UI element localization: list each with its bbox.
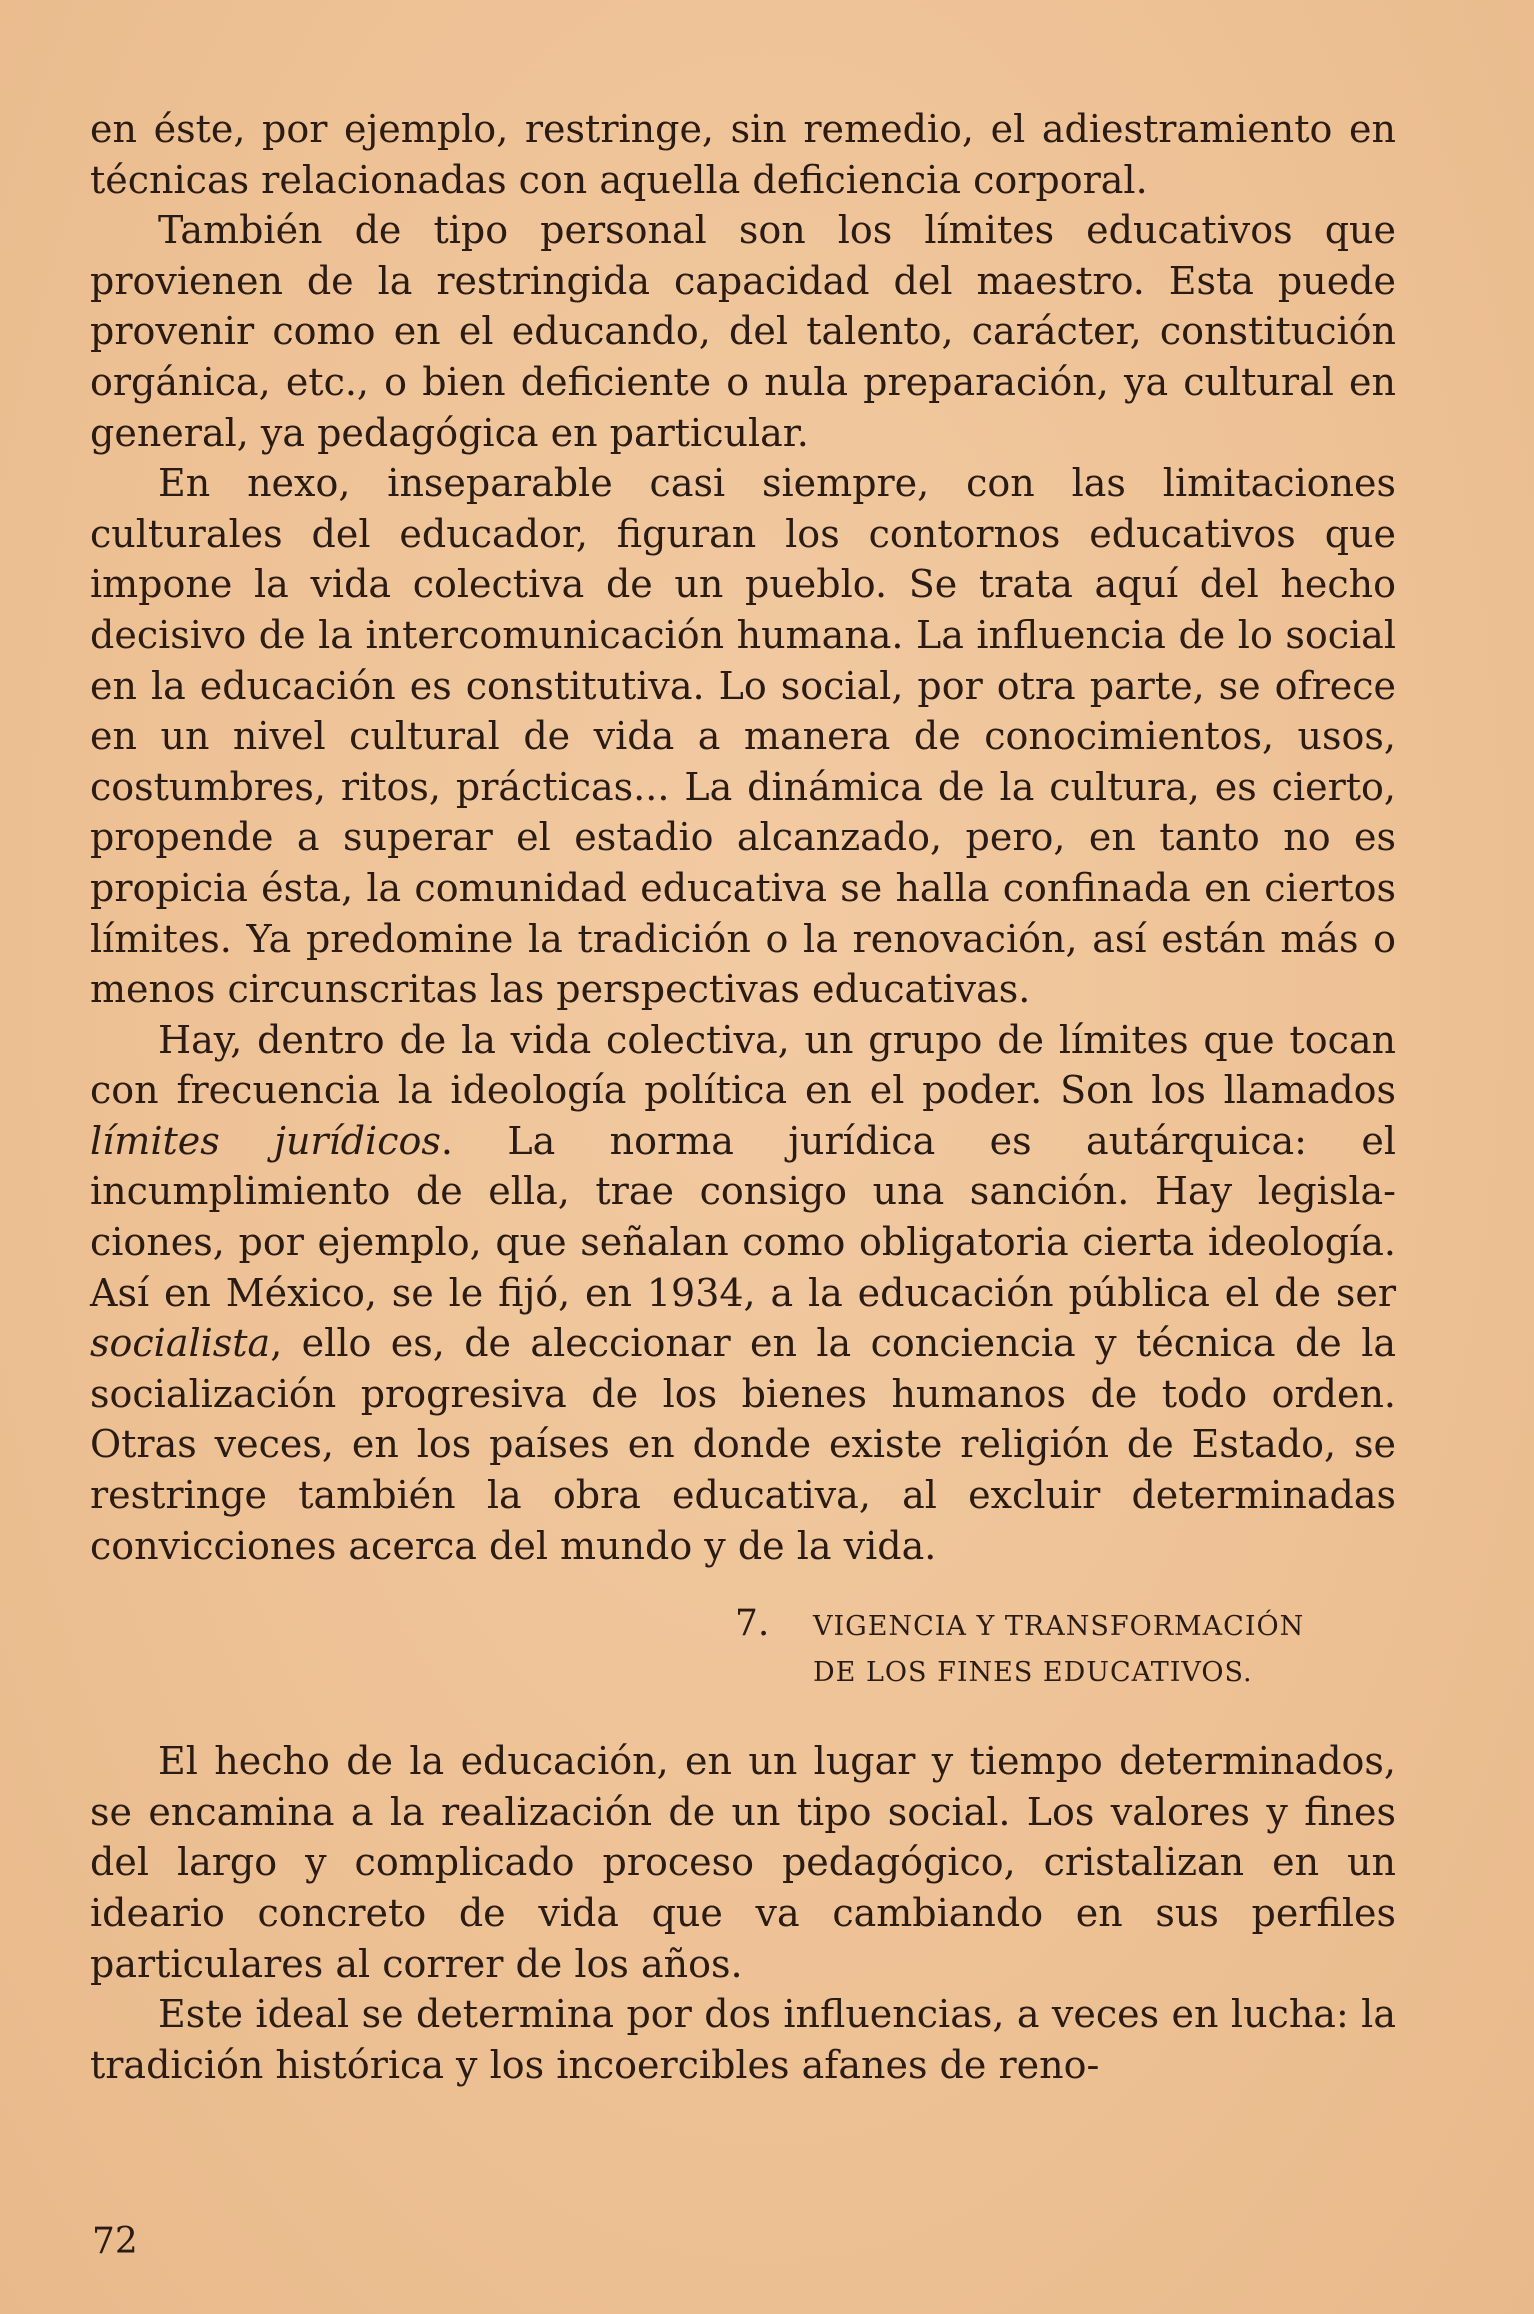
page-body [90,104,1396,2090]
section-title-line-2: DE LOS FINES EDUCATIVOS. [813,1657,1253,1689]
paragraph-1: en éste, por ejemplo, restringe, sin remedio, el adiestramiento en técnicas relacionadas con aquella deficiencia corporal. [90,107,1396,202]
italic-term-socialista: socialista [90,1321,271,1366]
paragraph-6: Este ideal se determina por dos influencias, a veces en lucha: la tradición histórica y los incoercibles afanes de reno- [90,1992,1396,2087]
section-title-line-1: VIGENCIA Y TRANSFORMACIÓN [813,1611,1305,1643]
paragraph-3: En nexo, inseparable casi siempre, con las limitaciones culturales del educador, figuran los contornos educativos que impone la vida colectiva de un pueblo. Se trata aquí del hecho decisivo de la intercomunicación humana. La influencia de lo social en la educación es constitutiva. Lo social, por otra parte, se ofrece en un nivel cultural de vida a manera de conocimientos, usos, costumbres, ritos, prácticas... La dinámica de la cultura, es cierto, propende a superar el estadio alcanzado, pero, en tanto no es propicia ésta, la comunidad educativa se halla confinada en ciertos límites. Ya predomine la tradición o la renovación, así están más o menos circunscritas las perspectivas educativas. [90,461,1396,1012]
section-number: 7. [735,1603,770,1645]
paragraph-4-text-c: , ello es, de aleccionar en la conciencia y técnica de la socialización progresiva de los bienes humanos de todo orden. Otras veces, en los países en donde existe religión de Estado, se restringe también la obra educativa, al excluir determinadas convicciones acerca del mundo y de la vida. [90,1321,1396,1568]
page-number: 72 [92,2221,138,2262]
paragraph-2: También de tipo personal son los límites educativos que provienen de la restringida capacidad del maestro. Esta puede provenir como en el educando, del talento, carácter, constitución orgánica, etc., o bien deficiente o nula preparación, ya cultural en general, ya pedagógica en particular. [90,208,1396,455]
paragraph-4-text-b: . La norma jurídica es autárquica: el incumplimiento de ella, trae consigo una sanción. Hay legislaciones, por ejemplo, que señalan como obligatoria cierta ideología. Así en México, se le fijó, en 1934, a la educación pública el de ser [90,1118,1396,1315]
paragraph-4-text-a: Hay, dentro de la vida colectiva, un grupo de límites que tocan con frecuencia la ideología política en el poder. Son los llamados [90,1017,1396,1113]
paragraph-4 [90,1015,1396,1572]
paragraph-5: El hecho de la educación, en un lugar y tiempo determinados, se encamina a la realización de un tipo social. Los valores y fines del largo y complicado proceso pedagógico, cristalizan en un ideario concreto de vida que va cambiando en sus perfiles particulares al correr de los años. [90,1739,1396,1986]
section-heading [90,1601,1396,1696]
italic-term-limites-juridicos: límites jurídicos [90,1118,441,1163]
